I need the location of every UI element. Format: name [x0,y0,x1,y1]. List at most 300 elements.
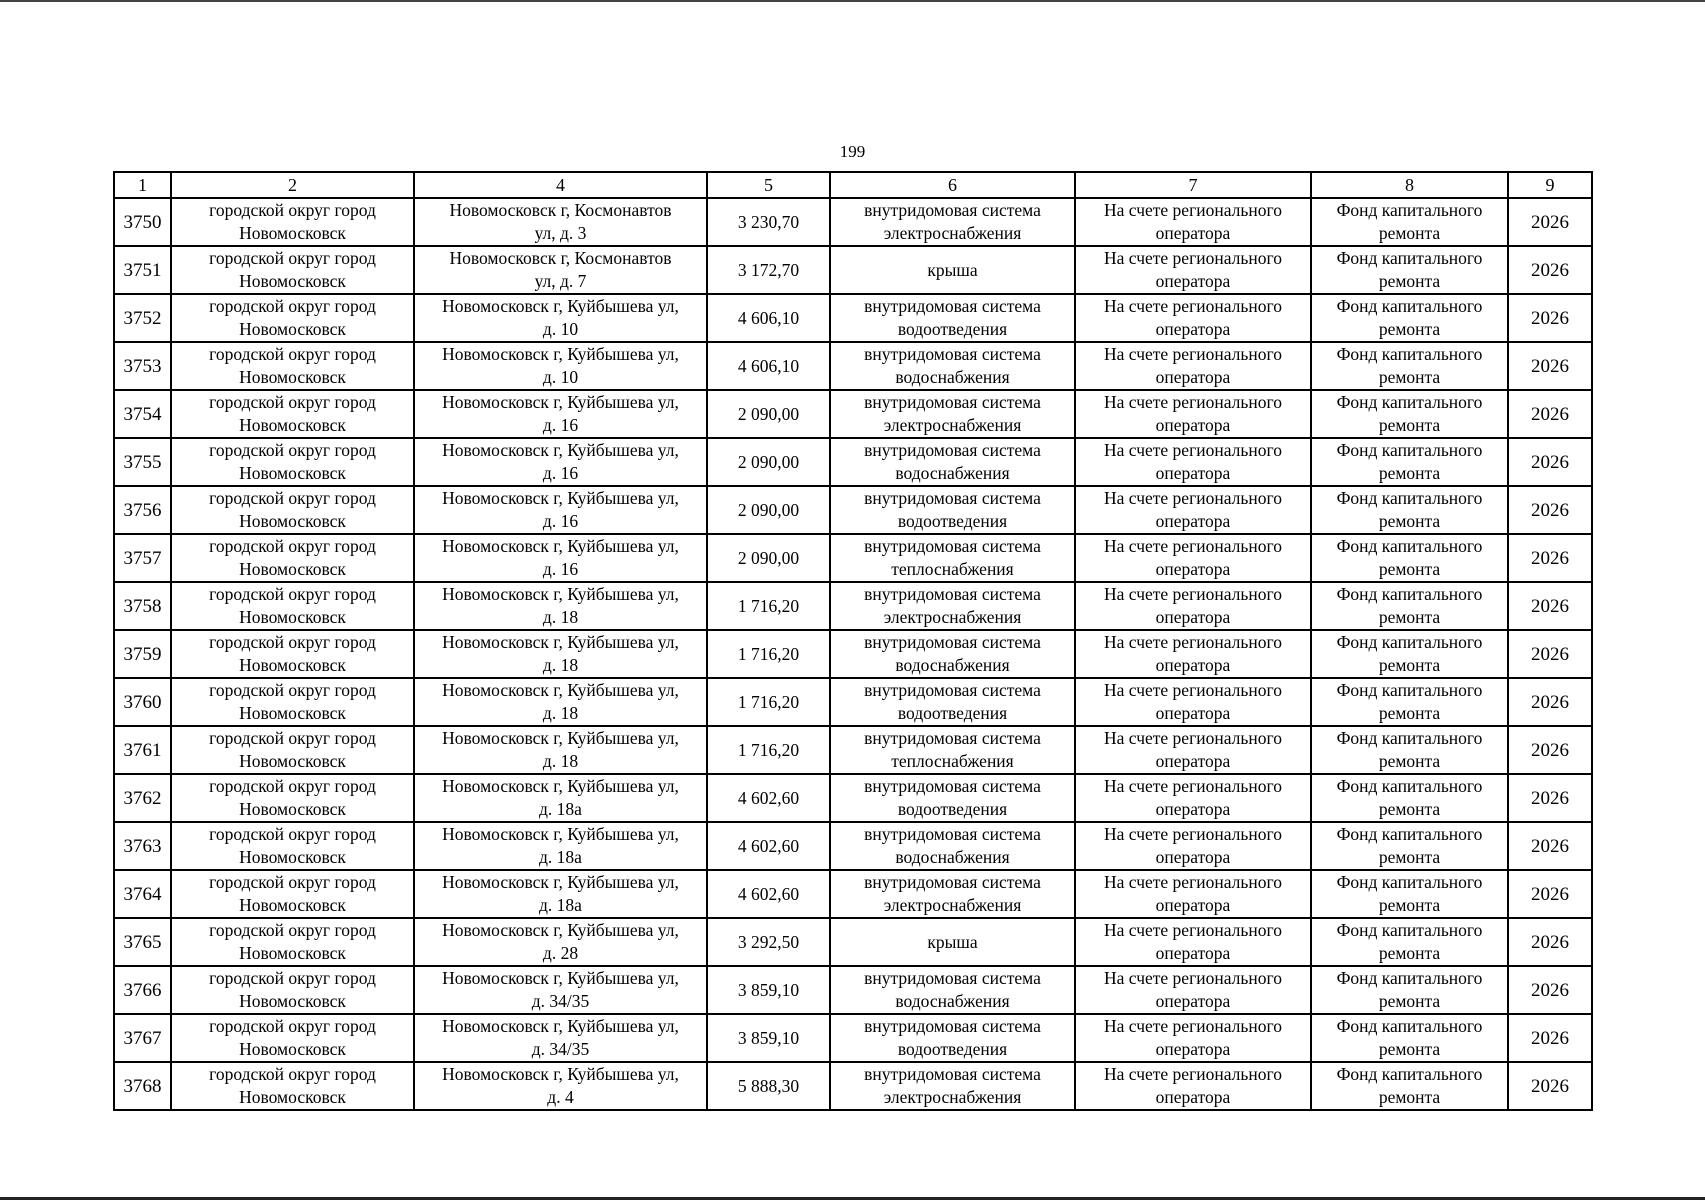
scan-top-edge [0,0,1705,2]
work-type-cell [830,774,1075,822]
work-type-cell [830,1014,1075,1062]
municipality-cell [171,198,414,246]
address-cell-line: Новомосковск г, Куйбышева ул, [442,536,679,556]
table-row [114,1014,1592,1062]
fund-cell [1311,966,1508,1014]
account-cell-line: оператора [1155,1087,1231,1107]
fund-cell-line: Фонд капитального [1336,392,1483,412]
work-type-cell-line: внутридомовая система [864,728,1041,748]
work-type-cell-line: внутридомовая система [864,536,1041,556]
address-cell [414,1062,707,1110]
row-number-cell: 3760 [114,678,171,726]
area-cell: 5 888,30 [707,1062,830,1110]
year-cell: 2026 [1508,438,1592,486]
fund-cell-line: ремонта [1378,943,1441,963]
fund-cell [1311,342,1508,390]
fund-cell-line: Фонд капитального [1336,200,1483,220]
address-cell-line: д. 34/35 [531,991,590,1011]
municipality-cell-line: городской округ город [209,680,376,700]
row-number-cell: 3765 [114,918,171,966]
table-row [114,918,1592,966]
work-type-cell-line: внутридомовая система [864,632,1041,652]
address-cell-line: Новомосковск г, Космонавтов [449,248,672,268]
fund-cell-line: Фонд капитального [1336,632,1483,652]
municipality-cell-line: городской округ город [209,776,376,796]
row-number-cell: 3756 [114,486,171,534]
fund-cell-line: ремонта [1378,1087,1441,1107]
work-type-cell [830,438,1075,486]
table-body [114,172,1592,1110]
municipality-cell-line: Новомосковск [239,991,346,1011]
column-number: 2 [171,172,414,198]
work-type-cell [830,726,1075,774]
fund-cell-line: ремонта [1378,463,1441,483]
account-cell-line: На счете регионального [1104,680,1282,700]
municipality-cell-line: городской округ город [209,536,376,556]
fund-cell-line: Фонд капитального [1336,536,1483,556]
account-cell-line: На счете регионального [1104,440,1282,460]
fund-cell-line: ремонта [1378,655,1441,675]
address-cell-line: д. 18 [542,703,579,723]
address-cell [414,246,707,294]
row-number-cell: 3761 [114,726,171,774]
municipality-cell-line: Новомосковск [239,1039,346,1059]
fund-cell-line: Фонд капитального [1336,920,1483,940]
account-cell [1075,678,1311,726]
work-type-cell [830,870,1075,918]
account-cell-line: На счете регионального [1104,488,1282,508]
municipality-cell-line: Новомосковск [239,607,346,627]
municipality-cell [171,294,414,342]
table-row [114,294,1592,342]
address-cell [414,294,707,342]
row-number-cell: 3767 [114,1014,171,1062]
address-cell [414,390,707,438]
row-number-cell: 3754 [114,390,171,438]
fund-cell-line: Фонд капитального [1336,680,1483,700]
work-type-cell-line: внутридомовая система [864,824,1041,844]
address-cell-line: д. 10 [542,367,579,387]
address-cell-line: д. 34/35 [531,1039,590,1059]
work-type-cell-line: теплоснабжения [891,559,1014,579]
account-cell [1075,1014,1311,1062]
account-cell-line: На счете регионального [1104,344,1282,364]
year-cell: 2026 [1508,630,1592,678]
municipality-cell-line: городской округ город [209,728,376,748]
area-cell: 2 090,00 [707,534,830,582]
municipality-cell-line: городской округ город [209,200,376,220]
row-number-cell: 3751 [114,246,171,294]
municipality-cell-line: Новомосковск [239,319,346,339]
account-cell-line: оператора [1155,799,1231,819]
municipality-cell-line: Новомосковск [239,415,346,435]
municipality-cell [171,726,414,774]
account-cell [1075,630,1311,678]
row-number-cell: 3750 [114,198,171,246]
address-cell-line: д. 18а [539,847,582,867]
municipality-cell-line: Новомосковск [239,895,346,915]
area-cell: 3 859,10 [707,1014,830,1062]
address-cell-line: Новомосковск г, Куйбышева ул, [442,824,679,844]
area-cell: 4 602,60 [707,870,830,918]
account-cell-line: оператора [1155,559,1231,579]
account-cell-line: оператора [1155,319,1231,339]
area-cell: 3 230,70 [707,198,830,246]
municipality-cell-line: Новомосковск [239,655,346,675]
municipality-cell [171,534,414,582]
row-number-cell: 3766 [114,966,171,1014]
table-row [114,198,1592,246]
work-type-cell-line: внутридомовая система [864,1016,1041,1036]
account-cell-line: На счете регионального [1104,632,1282,652]
municipality-cell-line: Новомосковск [239,799,346,819]
address-cell-line: Новомосковск г, Куйбышева ул, [442,488,679,508]
year-cell: 2026 [1508,1014,1592,1062]
account-cell [1075,870,1311,918]
municipality-cell [171,390,414,438]
work-type-cell-line: электроснабжения [883,895,1022,915]
area-cell: 2 090,00 [707,438,830,486]
municipality-cell-line: городской округ город [209,584,376,604]
fund-cell [1311,1014,1508,1062]
municipality-cell-line: городской округ город [209,1016,376,1036]
address-cell [414,774,707,822]
fund-cell-line: ремонта [1378,991,1441,1011]
municipality-cell-line: Новомосковск [239,271,346,291]
fund-cell [1311,486,1508,534]
work-type-cell-line: водоснабжения [895,367,1010,387]
municipality-cell-line: городской округ город [209,440,376,460]
column-number: 8 [1311,172,1508,198]
area-cell: 3 172,70 [707,246,830,294]
area-cell: 4 606,10 [707,342,830,390]
column-number: 4 [414,172,707,198]
fund-cell-line: ремонта [1378,799,1441,819]
fund-cell [1311,438,1508,486]
address-cell [414,630,707,678]
year-cell: 2026 [1508,534,1592,582]
address-cell-line: ул, д. 7 [534,271,587,291]
address-cell-line: д. 18 [542,655,579,675]
work-type-cell-line: внутридомовая система [864,1064,1041,1084]
table-row [114,534,1592,582]
address-cell-line: д. 18 [542,607,579,627]
fund-cell-line: Фонд капитального [1336,776,1483,796]
address-cell [414,534,707,582]
address-cell-line: Новомосковск г, Куйбышева ул, [442,392,679,412]
municipality-cell-line: городской округ город [209,1064,376,1084]
work-type-cell [830,486,1075,534]
work-type-cell-line: крыша [927,259,978,280]
municipality-cell [171,486,414,534]
row-number-cell: 3755 [114,438,171,486]
municipality-cell-line: Новомосковск [239,751,346,771]
address-cell-line: Новомосковск г, Куйбышева ул, [442,1064,679,1084]
municipality-cell [171,582,414,630]
work-type-cell [830,1062,1075,1110]
fund-cell-line: Фонд капитального [1336,344,1483,364]
address-cell [414,486,707,534]
address-cell-line: Новомосковск г, Куйбышева ул, [442,440,679,460]
address-cell [414,1014,707,1062]
fund-cell [1311,534,1508,582]
municipality-cell-line: городской округ город [209,824,376,844]
account-cell-line: На счете регионального [1104,968,1282,988]
municipality-cell [171,678,414,726]
work-type-cell-line: внутридомовая система [864,296,1041,316]
area-cell: 4 606,10 [707,294,830,342]
fund-cell-line: Фонд капитального [1336,728,1483,748]
municipality-cell-line: Новомосковск [239,223,346,243]
fund-cell-line: Фонд капитального [1336,1064,1483,1084]
account-cell-line: На счете регионального [1104,296,1282,316]
municipality-cell-line: городской округ город [209,248,376,268]
fund-cell-line: Фонд капитального [1336,296,1483,316]
account-cell-line: оператора [1155,703,1231,723]
account-cell [1075,294,1311,342]
address-cell-line: Новомосковск г, Куйбышева ул, [442,1016,679,1036]
work-type-cell [830,342,1075,390]
area-cell: 3 292,50 [707,918,830,966]
capital-repair-table [113,171,1593,1111]
row-number-cell: 3759 [114,630,171,678]
work-type-cell [830,918,1075,966]
fund-cell [1311,390,1508,438]
work-type-cell-line: внутридомовая система [864,776,1041,796]
municipality-cell [171,1014,414,1062]
address-cell [414,678,707,726]
fund-cell [1311,630,1508,678]
address-cell [414,822,707,870]
municipality-cell-line: Новомосковск [239,703,346,723]
fund-cell [1311,726,1508,774]
account-cell-line: На счете регионального [1104,824,1282,844]
fund-cell-line: Фонд капитального [1336,488,1483,508]
address-cell [414,966,707,1014]
municipality-cell-line: городской округ город [209,920,376,940]
area-cell: 1 716,20 [707,726,830,774]
account-cell [1075,438,1311,486]
municipality-cell [171,918,414,966]
fund-cell [1311,918,1508,966]
municipality-cell-line: городской округ город [209,344,376,364]
municipality-cell-line: Новомосковск [239,463,346,483]
table-row [114,1062,1592,1110]
table-row [114,966,1592,1014]
address-cell-line: Новомосковск г, Куйбышева ул, [442,680,679,700]
work-type-cell-line: внутридомовая система [864,200,1041,220]
work-type-cell-line: теплоснабжения [891,751,1014,771]
fund-cell [1311,678,1508,726]
account-cell-line: На счете регионального [1104,728,1282,748]
work-type-cell-line: водоотведения [897,703,1008,723]
municipality-cell [171,1062,414,1110]
municipality-cell-line: городской округ город [209,872,376,892]
municipality-cell-line: городской округ город [209,488,376,508]
fund-cell-line: Фонд капитального [1336,584,1483,604]
account-cell [1075,390,1311,438]
account-cell-line: оператора [1155,895,1231,915]
fund-cell [1311,198,1508,246]
work-type-cell [830,678,1075,726]
column-number: 9 [1508,172,1592,198]
account-cell [1075,246,1311,294]
work-type-cell-line: внутридомовая система [864,968,1041,988]
fund-cell-line: Фонд капитального [1336,968,1483,988]
area-cell: 4 602,60 [707,774,830,822]
account-cell-line: оператора [1155,463,1231,483]
row-number-cell: 3764 [114,870,171,918]
table-row [114,678,1592,726]
account-cell-line: оператора [1155,271,1231,291]
address-cell [414,198,707,246]
area-cell: 3 859,10 [707,966,830,1014]
year-cell: 2026 [1508,246,1592,294]
account-cell-line: На счете регионального [1104,248,1282,268]
work-type-cell-line: внутридомовая система [864,584,1041,604]
account-cell [1075,342,1311,390]
account-cell-line: оператора [1155,223,1231,243]
municipality-cell [171,774,414,822]
row-number-cell: 3768 [114,1062,171,1110]
account-cell-line: На счете регионального [1104,1016,1282,1036]
municipality-cell [171,870,414,918]
row-number-cell: 3752 [114,294,171,342]
year-cell: 2026 [1508,486,1592,534]
year-cell: 2026 [1508,966,1592,1014]
table-row [114,342,1592,390]
area-cell: 1 716,20 [707,630,830,678]
fund-cell-line: ремонта [1378,895,1441,915]
year-cell: 2026 [1508,918,1592,966]
account-cell-line: оператора [1155,607,1231,627]
account-cell-line: оператора [1155,655,1231,675]
municipality-cell [171,822,414,870]
municipality-cell-line: Новомосковск [239,847,346,867]
address-cell-line: Новомосковск г, Космонавтов [449,200,672,220]
fund-cell-line: ремонта [1378,367,1441,387]
fund-cell-line: Фонд капитального [1336,1016,1483,1036]
fund-cell [1311,294,1508,342]
address-cell-line: д. 18а [539,895,582,915]
column-number: 7 [1075,172,1311,198]
address-cell [414,870,707,918]
work-type-cell-line: электроснабжения [883,607,1022,627]
work-type-cell-line: электроснабжения [883,415,1022,435]
table-row [114,726,1592,774]
year-cell: 2026 [1508,342,1592,390]
table-row [114,438,1592,486]
municipality-cell [171,630,414,678]
fund-cell-line: ремонта [1378,703,1441,723]
fund-cell-line: Фонд капитального [1336,248,1483,268]
address-cell-line: д. 18 [542,751,579,771]
fund-cell-line: ремонта [1378,559,1441,579]
work-type-cell-line: электроснабжения [883,223,1022,243]
work-type-cell [830,246,1075,294]
year-cell: 2026 [1508,390,1592,438]
fund-cell [1311,774,1508,822]
area-cell: 2 090,00 [707,486,830,534]
work-type-cell [830,822,1075,870]
account-cell-line: На счете регионального [1104,392,1282,412]
work-type-cell [830,534,1075,582]
address-cell-line: д. 16 [542,463,579,483]
fund-cell-line: ремонта [1378,511,1441,531]
fund-cell-line: Фонд капитального [1336,872,1483,892]
column-number: 5 [707,172,830,198]
year-cell: 2026 [1508,822,1592,870]
municipality-cell-line: городской округ город [209,296,376,316]
table-row [114,582,1592,630]
page-number: 199 [839,142,866,161]
year-cell: 2026 [1508,726,1592,774]
work-type-cell-line: водоотведения [897,1039,1008,1059]
work-type-cell-line: водоснабжения [895,991,1010,1011]
fund-cell-line: ремонта [1378,415,1441,435]
municipality-cell-line: Новомосковск [239,511,346,531]
work-type-cell-line: водоснабжения [895,655,1010,675]
address-cell-line: Новомосковск г, Куйбышева ул, [442,632,679,652]
address-cell-line: д. 10 [542,319,579,339]
municipality-cell-line: Новомосковск [239,1087,346,1107]
account-cell [1075,918,1311,966]
area-cell: 1 716,20 [707,582,830,630]
fund-cell-line: ремонта [1378,607,1441,627]
fund-cell-line: Фонд капитального [1336,824,1483,844]
account-cell [1075,822,1311,870]
row-number-cell: 3763 [114,822,171,870]
address-cell-line: Новомосковск г, Куйбышева ул, [442,776,679,796]
work-type-cell-line: электроснабжения [883,1087,1022,1107]
account-cell-line: На счете регионального [1104,200,1282,220]
table-row [114,390,1592,438]
work-type-cell [830,390,1075,438]
year-cell: 2026 [1508,198,1592,246]
fund-cell-line: ремонта [1378,847,1441,867]
address-cell [414,438,707,486]
account-cell-line: оператора [1155,943,1231,963]
area-cell: 4 602,60 [707,822,830,870]
year-cell: 2026 [1508,1062,1592,1110]
municipality-cell [171,966,414,1014]
work-type-cell-line: внутридомовая система [864,488,1041,508]
year-cell: 2026 [1508,870,1592,918]
municipality-cell-line: городской округ город [209,632,376,652]
row-number-cell: 3753 [114,342,171,390]
table-row [114,486,1592,534]
address-cell-line: д. 18а [539,799,582,819]
address-cell-line: Новомосковск г, Куйбышева ул, [442,728,679,748]
account-cell-line: оператора [1155,1039,1231,1059]
column-number: 6 [830,172,1075,198]
account-cell-line: На счете регионального [1104,584,1282,604]
account-cell [1075,1062,1311,1110]
work-type-cell [830,582,1075,630]
work-type-cell-line: водоотведения [897,799,1008,819]
account-cell-line: На счете регионального [1104,1064,1282,1084]
work-type-cell-line: внутридомовая система [864,680,1041,700]
address-cell-line: Новомосковск г, Куйбышева ул, [442,872,679,892]
work-type-cell-line: водоотведения [897,511,1008,531]
account-cell [1075,486,1311,534]
row-number-cell: 3758 [114,582,171,630]
row-number-cell: 3762 [114,774,171,822]
account-cell [1075,774,1311,822]
year-cell: 2026 [1508,582,1592,630]
address-cell-line: Новомосковск г, Куйбышева ул, [442,344,679,364]
municipality-cell [171,246,414,294]
